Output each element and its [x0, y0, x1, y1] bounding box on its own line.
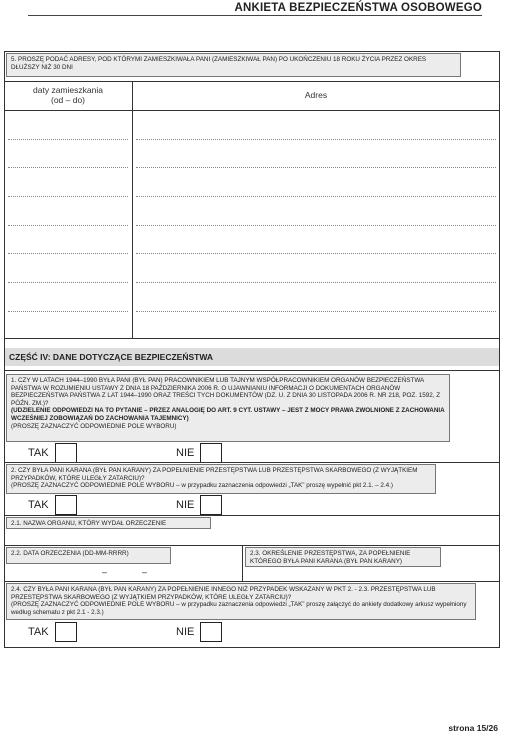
date-line-3[interactable]: [8, 196, 128, 197]
q22-label: 2.2. DATA ORZECZENIA (DD-MM-RRRR): [6, 547, 171, 564]
date-line-1[interactable]: [8, 139, 128, 140]
date-line-6[interactable]: [8, 282, 128, 283]
q24-label: [6, 583, 476, 620]
page-title: ANKIETA BEZPIECZEŃSTWA OSOBOWEGO: [234, 2, 482, 14]
q24-instruction: (PROSZĘ ZAZNACZYĆ ODPOWIEDNIE POLE WYBORU – w przypadku zaznaczenia odpowiedzi „TAK” proszę załączyć do ankiety dodatkowy arkusz wypełniony według schematu z pkt 2.1 - 2.3.): [11, 601, 467, 616]
q2-yes-checkbox[interactable]: [55, 495, 77, 515]
address-line-5[interactable]: [136, 253, 496, 254]
page-number: strona 15/26: [448, 723, 498, 733]
q2-no-checkbox[interactable]: [200, 495, 222, 515]
q2-rule: [4, 515, 500, 516]
q21-input-area[interactable]: [6, 530, 496, 543]
col-header-dates: [4, 85, 132, 105]
header-rule: [28, 15, 482, 16]
q22-q23-divider: [242, 545, 243, 581]
date-line-7[interactable]: [8, 311, 128, 312]
q2-yes-option: [28, 495, 77, 515]
q1-bold-note: (UDZIELENIE ODPOWIEDZI NA TO PYTANIE – PRZEZ ANALOGIĘ DO ART. 9 CYT. USTAWY – JEST Z MOCY PRAWA ZWOLNIONE Z ZACHOWANIA WCZEŚNIEJ ZOBOWIĄZAŃ DO ZACHOWANIA TAJEMNICY): [11, 407, 445, 422]
q24-text: 2.4. CZY BYŁA PANI KARANA (BYŁ PAN KARANY) ZA POPEŁNIENIE INNEGO NIŻ PRZYPADEK WSKAZANY W PKT 2. - 2.3. PRZESTĘPSTWA LUB PRZESTĘPSTWA SKARBOWEGO (Z WYJĄTKIEM PRZYPADKÓW, KTÓRE ULEGŁY ZATARCIU)?: [11, 586, 436, 601]
address-line-3[interactable]: [136, 196, 496, 197]
q2-instruction: (PROSZĘ ZAZNACZYĆ ODPOWIEDNIE POLE WYBORU – w przypadku zaznaczenia odpowiedzi „TAK” proszę wypełnić pkt 2.1. – 2.4.): [11, 482, 394, 490]
q24-yes-option: [28, 622, 77, 642]
col-header-dates-line1: daty zamieszkania: [33, 85, 103, 95]
q24-yes-checkbox[interactable]: [55, 622, 77, 642]
q1-rule: [4, 462, 500, 463]
section-title: CZĘŚĆ IV: DANE DOTYCZĄCE BEZPIECZEŃSTWA: [5, 348, 499, 366]
address-line-6[interactable]: [136, 282, 496, 283]
address-line-7[interactable]: [136, 311, 496, 312]
address-line-1[interactable]: [136, 139, 496, 140]
q22-rule: [4, 581, 500, 582]
q24-yes-label: TAK: [28, 626, 49, 638]
q2-no-label: NIE: [176, 499, 195, 511]
q24-no-option: [176, 622, 222, 642]
date-separator-2: –: [142, 567, 148, 577]
address-line-4[interactable]: [136, 225, 496, 226]
table-column-divider: [132, 81, 133, 338]
q24-no-checkbox[interactable]: [200, 622, 222, 642]
q2-label: [6, 464, 436, 494]
q24-no-label: NIE: [176, 626, 195, 638]
q1-instruction: (PROSZĘ ZAZNACZYĆ ODPOWIEDNIE POLE WYBORU): [11, 422, 177, 430]
q5-label: 5. PROSZĘ PODAĆ ADRESY, POD KTÓRYMI ZAMIESZKIWAŁA PANI (ZAMIESZKIWAŁ PAN) PO UKOŃCZENIU 18 ROKU ŻYCIA PRZEZ OKRES DŁUŻSZY NIŻ 30 DNI: [6, 53, 461, 77]
q21-rule: [4, 545, 500, 546]
q1-label: [6, 374, 450, 442]
date-separator-1: –: [102, 567, 108, 577]
table-bottom-rule: [4, 338, 500, 339]
q1-text: 1. CZY W LATACH 1944–1990 BYŁA PANI (BYŁ PAN) PRACOWNIKIEM LUB TAJNYM WSPÓŁPRACOWNIKIEM ORGANÓW BEZPIECZEŃSTWA PAŃSTWA W ROZUMIENIU USTAWY Z DNIA 18 PAŹDZIERNIKA 2006 R. O UJAWNIANIU INFORMACJI O DOKUMENTACH ORGANÓW BEZPIECZEŃSTWA PAŃSTWA Z LAT 1944–1990 ORAZ TREŚCI TYCH DOKUMENTÓW (DZ. U. Z DNIA 30 LISTOPADA 2006 R. NR 218, POZ. 1592, Z PÓŹN. ZM.)?: [11, 377, 441, 407]
q2-yes-label: TAK: [28, 499, 49, 511]
q1-yes-option: [28, 443, 77, 463]
q23-label: 2.3. OKREŚLENIE PRZESTĘPSTWA, ZA POPEŁNIENIE KTÓREGO BYŁA PANI KARANA (BYŁ PAN KARANY): [245, 547, 441, 567]
date-line-2[interactable]: [8, 167, 128, 168]
q1-yes-checkbox[interactable]: [55, 443, 77, 463]
q1-no-checkbox[interactable]: [200, 443, 222, 463]
q2-no-option: [176, 495, 222, 515]
q2-text: 2. CZY BYŁA PANI KARANA (BYŁ PAN KARANY) ZA POPEŁNIENIE PRZESTĘPSTWA LUB PRZESTĘPSTWA SKARBOWEGO (Z WYJĄTKIEM PRZYPADKÓW, KTÓRE ULEGŁY ZATARCIU)?: [11, 467, 418, 482]
q1-no-option: [176, 443, 222, 463]
q1-no-label: NIE: [176, 447, 195, 459]
table-header-rule: [4, 110, 500, 111]
col-header-address: Adres: [304, 90, 328, 100]
q1-yes-label: TAK: [28, 447, 49, 459]
date-line-4[interactable]: [8, 225, 128, 226]
address-line-2[interactable]: [136, 167, 496, 168]
col-header-dates-line2: (od – do): [50, 95, 86, 105]
section-rule: [4, 370, 500, 371]
date-line-5[interactable]: [8, 253, 128, 254]
table-top-rule: [4, 81, 500, 82]
q21-label: 2.1. NAZWA ORGANU, KTÓRY WYDAŁ ORZECZENIE: [6, 517, 211, 529]
